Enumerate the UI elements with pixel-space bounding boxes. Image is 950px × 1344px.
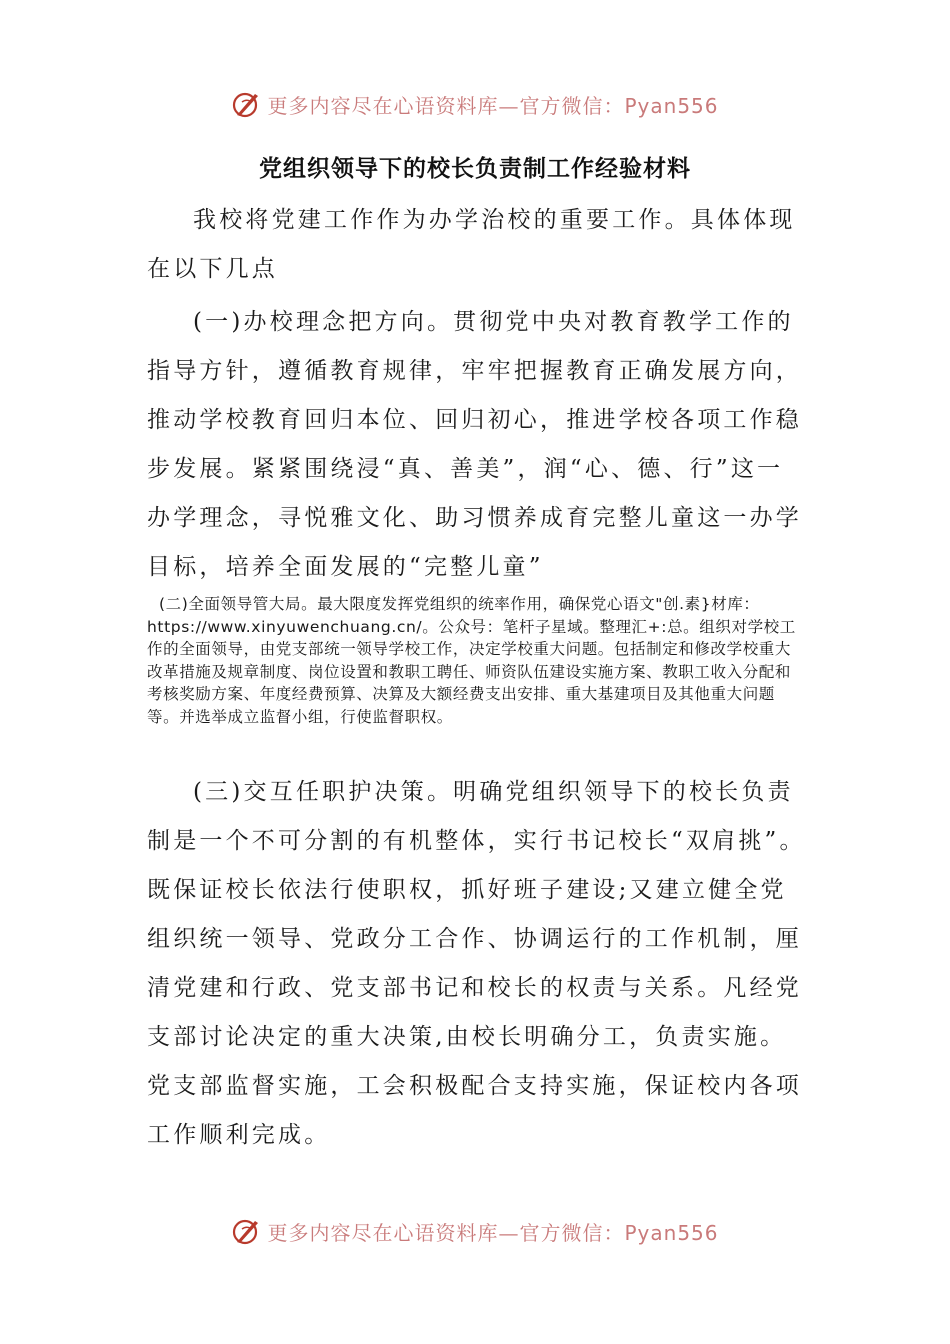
paragraph-section-3 xyxy=(147,768,807,1160)
paragraph-text: (二)全面领导管大局。最大限度发挥党组织的统率作用，确保党心语文"创.素}材库：https://www.xinyuwenchuang.cn/。公众号：笔杆子星域。整理汇+:总。组织对学校工作的全面领导，由党支部统一领导学校工作，决定学校重大问题。包括制定和修改学校重大改革措施及规章制度、岗位设置和教职工聘任、师资队伍建设实施方案、教职工收入分配和考核奖励方案、年度经费预算、决算及大额经费支出安排、重大基建项目及其他重大问题等。并选举成立监督小组，行使监督职权。 xyxy=(147,595,796,726)
paragraph-text: (一)办校理念把方向。贯彻党中央对教育教学工作的指导方针，遵循教育规律，牢牢把握教育正确发展方向，推动学校教育回归本位、回归初心，推进学校各项工作稳步发展。紧紧围绕浸“真、善美”，润“心、德、行”这一办学理念，寻悦雅文化、助习惯养成育完整儿童这一办学目标，培养全面发展的“完整儿童” xyxy=(147,309,802,580)
paragraph-text: 我校将党建工作作为办学治校的重要工作。具体体现在以下几点 xyxy=(147,207,796,282)
paragraph-intro xyxy=(147,196,807,294)
banner-text xyxy=(267,90,718,119)
paragraph-text: (三)交互任职护决策。明确党组织领导下的校长负责制是一个不可分割的有机整体，实行书记校长“双肩挑”。既保证校长依法行使职权，抓好班子建设;又建立健全党组织统一领导、党政分工合作、协调运行的工作机制，厘清党建和行政、党支部书记和校长的权责与关系。凡经党支部讨论决定的重大决策,由校长明确分工，负责实施。党支部监督实施，工会积极配合支持实施，保证校内各项工作顺利完成。 xyxy=(147,779,806,1148)
quill-pen-circle-logo-icon xyxy=(231,89,261,119)
banner-wechat-id: Pyan556 xyxy=(624,93,719,118)
document-title: 党组织领导下的校长负责制工作经验材料 xyxy=(259,156,691,182)
banner-label: 更多内容尽在心语资料库—官方微信： xyxy=(267,1220,625,1245)
banner-wechat-id: Pyan556 xyxy=(624,1220,719,1245)
header-banner xyxy=(0,84,950,124)
paragraph-section-1 xyxy=(147,298,807,592)
banner-text xyxy=(267,1217,718,1246)
paragraph-section-2 xyxy=(147,593,807,728)
banner-label: 更多内容尽在心语资料库—官方微信： xyxy=(267,93,625,118)
footer-banner xyxy=(0,1211,950,1251)
quill-pen-circle-logo-icon xyxy=(231,1216,261,1246)
